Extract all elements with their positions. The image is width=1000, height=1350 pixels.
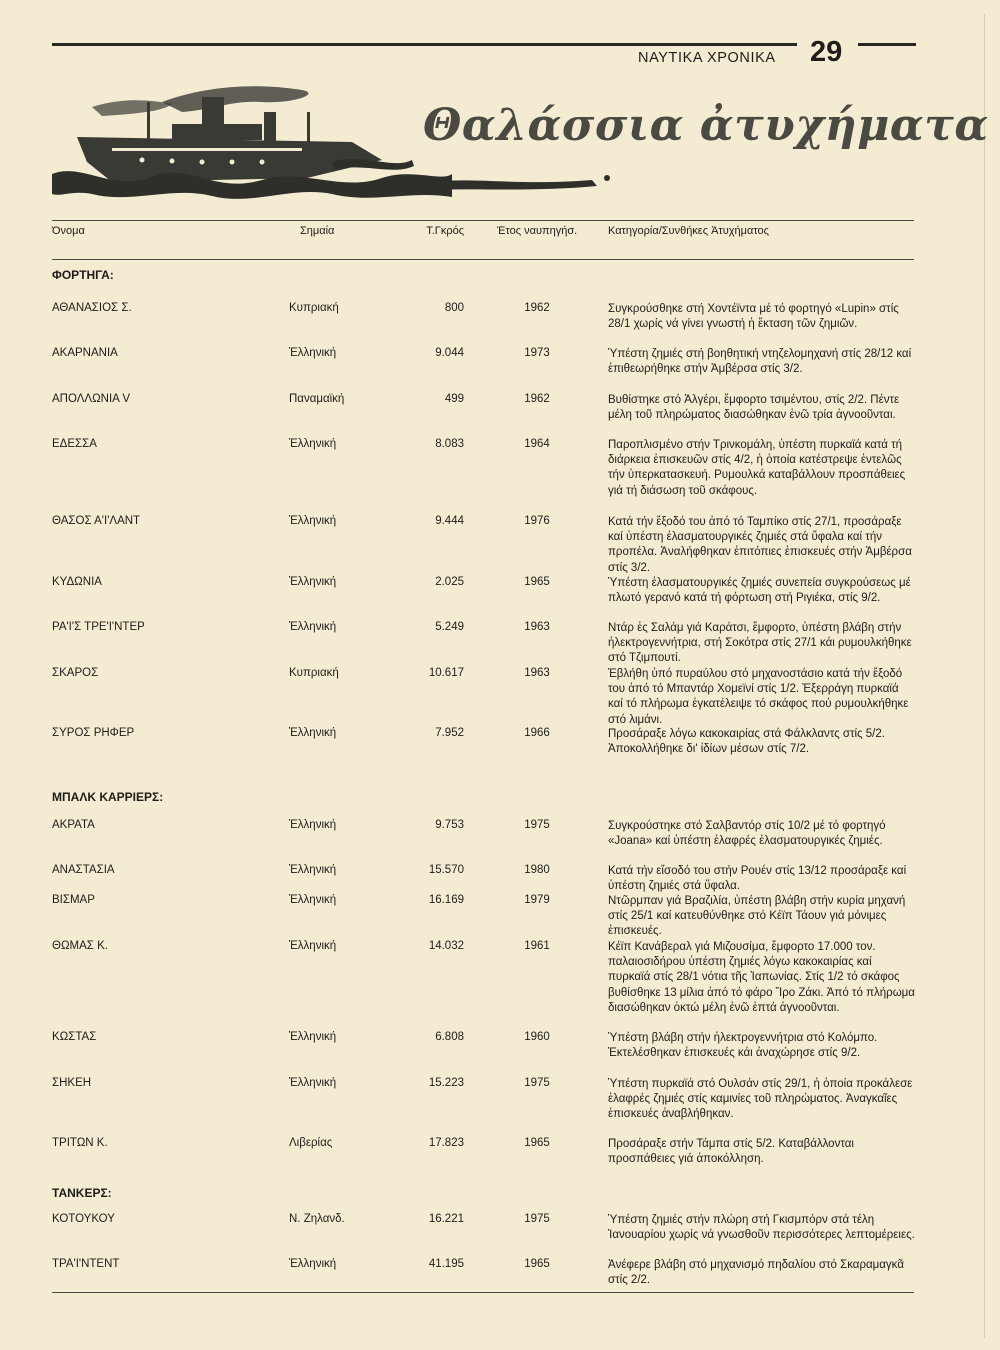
table-bottom-rule: [52, 1292, 914, 1293]
ship-name: ΑΚΑΡΝΑΝΙΑ: [52, 347, 118, 359]
ship-name: ΤΡΑ'Ι'ΝΤΕΝΤ: [52, 1258, 120, 1270]
ship-flag: Ἑλληνική: [289, 621, 337, 633]
ship-name: ΕΔΕΣΣΑ: [52, 438, 97, 450]
accident-description: Ὑπέστη ἐλασματουργικές ζημιές συνεπεία συγκρούσεως μέ πλωτό γερανό κατά τή φόρτωση στή Ριγιέκα, στίς 9/2.: [608, 577, 911, 605]
header-rule-left: [52, 43, 797, 46]
page-number: 29: [810, 36, 843, 68]
accident-description: Ἀνέφερε βλάβη στό μηχανισμό πηδαλίου στό Σκαραμαγκᾶ στίς 2/2.: [608, 1259, 905, 1287]
ship-year: 1965: [524, 1137, 550, 1149]
ship-name: ΑΝΑΣΤΑΣΙΑ: [52, 864, 115, 876]
ship-flag: Ἑλληνική: [289, 727, 337, 739]
ship-grt: 16.221: [428, 1213, 464, 1225]
ship-flag: Ἑλληνική: [289, 347, 337, 359]
ship-name: ΑΘΑΝΑΣΙΟΣ Σ.: [52, 302, 132, 314]
ship-grt: 41.195: [428, 1258, 464, 1270]
accident-description: Βυθίστηκε στό Ἀλγέρι, ἔμφορτο τσιμέντου, στίς 2/2. Πέντε μέλη τοῦ πληρώματος διασώθηκαν ἐνῶ τρία ἀγνοοῦνται.: [608, 394, 900, 422]
accident-description: Κατά τήν ἔξοδό του ἀπό τό Ταμπίκο στίς 27/1, προσάραξε καί ὑπέστη ἐλασματουργικές ζημιές στά ὕφαλα καί τήν προπέλα. Ἀναλήφθηκαν ἐπιτόπιες ἐπισκευές στήν Ἀμβέρσα στίς 3/2.: [608, 516, 912, 574]
accident-description: Ὑπέστη βλάβη στήν ἠλεκτρογεννήτρια στό Κολόμπο. Ἐκτελέσθηκαν ἐπισκευές κάι ἀναχώρησε στίς 9/2.: [608, 1032, 878, 1060]
ship-name: ΣΥΡΟΣ ΡΗΦΕΡ: [52, 727, 135, 739]
accident-description: Κατά τήν εἴσοδό του στήν Ρουέν στίς 13/12 προσάραξε καί ὑπέστη ζημιές στά ὕφαλα.: [608, 865, 907, 893]
ship-year: 1965: [524, 576, 550, 588]
ship-name: ΡΑ'Ι'Σ ΤΡΕ'Ι'ΝΤΕΡ: [52, 621, 145, 633]
accident-description: Προσάραξε στήν Τάμπα στίς 5/2. Καταβάλλονται προσπάθειες γιά ἀποκόλληση.: [608, 1138, 854, 1166]
ship-grt: 9.444: [435, 515, 464, 527]
ship-flag: Κυπριακή: [289, 667, 339, 679]
table-header-rule-bottom: [52, 259, 914, 260]
ship-name: ΑΚΡΑΤΑ: [52, 819, 95, 831]
ship-year: 1963: [524, 667, 550, 679]
accident-description: Ντάρ ἐς Σαλάμ γιά Καράτσι, ἔμφορτο, ὑπέστη βλάβη στήν ἠλεκτρογεννήτρια, στή Σοκότρα στίς 27/1 κάι ρυμουλκήθηκε στό Τζιμπουτί.: [608, 622, 912, 665]
ship-grt: 8.083: [435, 438, 464, 450]
ship-flag: Ἑλληνική: [289, 438, 337, 450]
category-label-bulk-carriers: ΜΠΑΛΚ ΚΑΡΡΙΕΡΣ:: [52, 790, 164, 804]
ship-name: ΣΚΑΡΟΣ: [52, 667, 99, 679]
ship-year: 1980: [524, 864, 550, 876]
ship-flag: Ἑλληνική: [289, 940, 337, 952]
ship-grt: 17.823: [428, 1137, 464, 1149]
ship-year: 1962: [524, 393, 550, 405]
ship-name: ΤΡΙΤΩΝ Κ.: [52, 1137, 108, 1149]
ship-grt: 15.570: [428, 864, 464, 876]
ship-year: 1964: [524, 438, 550, 450]
ship-flag: Λιβερίας: [289, 1137, 333, 1149]
accident-description: Συγκρούσθηκε στή Χοντέϊντα μέ τό φορτηγό «Lupin» στίς 28/1 χωρίς νά γίνει γνωστή ἡ ἔκταση τῶν ζημιῶν.: [608, 303, 899, 331]
ship-flag: Κυπριακή: [289, 302, 339, 314]
ship-grt: 7.952: [435, 727, 464, 739]
ship-flag: Ἑλληνική: [289, 576, 337, 588]
ship-name: ΘΑΣΟΣ Α'Ι'ΛΑΝΤ: [52, 515, 141, 527]
ship-name: ΣΗΚΕΗ: [52, 1077, 92, 1089]
ship-grt: 9.753: [435, 819, 464, 831]
ship-name: ΘΩΜΑΣ Κ.: [52, 940, 108, 952]
ship-name: ΚΩΣΤΑΣ: [52, 1031, 97, 1043]
ship-grt: 800: [444, 302, 464, 314]
ship-grt: 2.025: [435, 576, 464, 588]
header-rule-right: [858, 43, 916, 46]
ship-year: 1966: [524, 727, 550, 739]
ship-grt: 10.617: [428, 667, 464, 679]
accident-description: Ὑπέστη ζημιές στήν πλώρη στή Γκισμπόρν στά τέλη Ἰανουαρίου χωρίς νά γνωσθοῦν περισσότερες λεπτομέρειες.: [608, 1214, 915, 1242]
column-header-grt: Τ.Γκρός: [426, 225, 464, 237]
column-header-category: Κατηγορία/Συνθήκες Ἀτυχήματος: [608, 225, 769, 237]
accident-description: Προσάραξε λόγω κακοκαιρίας στά Φάλκλαντς στίς 5/2. Ἀποκολλήθηκε δι' ἰδίων μέσων στίς 7/2.: [608, 728, 885, 756]
ship-year: 1962: [524, 302, 550, 314]
ship-flag: Ν. Ζηλανδ.: [289, 1213, 345, 1225]
ship-grt: 14.032: [428, 940, 464, 952]
ship-name: ΚΟΤΟΥΚΟΥ: [52, 1213, 115, 1225]
accident-description: Ὑπέστη ζημιές στή βοηθητική ντηζελομηχανή στίς 28/12 καί ἐπιθεωρήθηκε στήν Ἀμβέρσα στίς 3/2.: [608, 348, 912, 376]
ship-name: ΚΥΔΩΝΙΑ: [52, 576, 102, 588]
ship-year: 1975: [524, 1213, 550, 1225]
ship-grt: 9.044: [435, 347, 464, 359]
ship-year: 1975: [524, 819, 550, 831]
ship-grt: 499: [444, 393, 464, 405]
ship-name: ΒΙΣΜΑΡ: [52, 894, 95, 906]
column-header-flag: Σημαία: [300, 225, 335, 237]
ship-year: 1979: [524, 894, 550, 906]
running-head: ΝΑΥΤΙΚΑ ΧΡΟΝΙΚΑ: [638, 50, 776, 66]
ship-year: 1963: [524, 621, 550, 633]
ship-name: ΑΠΟΛΛΩΝΙΑ V: [52, 393, 131, 405]
ship-year: 1976: [524, 515, 550, 527]
ship-grt: 6.808: [435, 1031, 464, 1043]
accident-description: Ὑπέστη πυρκαϊά στό Ουλσάν στίς 29/1, ἡ ὁποία προκάλεσε ἐλαφρές ζημιές στίς καμινίες τοῦ πληρώματος. Ἀναγκαῖες ἐπισκευές ἀναβλήθηκαν.: [608, 1078, 913, 1121]
column-header-year: Έτος ναυπηγήσ.: [496, 225, 578, 237]
ship-flag: Ἑλληνική: [289, 1077, 337, 1089]
ship-flag: Ἑλληνική: [289, 864, 337, 876]
ship-flag: Ἑλληνική: [289, 894, 337, 906]
accident-description: Κέϊπ Κανάβεραλ γιά Μιζουσίμα, ἔμφορτο 17.000 τον. παλαιοσιδήρου ὑπέστη ζημιές λόγω κακοκαιρίας καί πυρκαϊά στίς 28/1 νότια τῆς Ἰαπωνίας. Στίς 1/2 τό σκάφος βυθίσθηκε 13 μίλια ἀπό τό φάρο Ἴρο Ζάκι. Ἀπό τό πλήρωμα διασώθηκαν ὀκτώ μέλη ἐνῶ ἑπτά ἀγνοοῦνται.: [608, 941, 915, 1014]
ship-grt: 5.249: [435, 621, 464, 633]
ship-year: 1961: [524, 940, 550, 952]
ship-flag: Ἑλληνική: [289, 1031, 337, 1043]
ship-flag: Ἑλληνική: [289, 1258, 337, 1270]
ship-year: 1960: [524, 1031, 550, 1043]
ship-grt: 15.223: [428, 1077, 464, 1089]
ship-grt: 16.169: [428, 894, 464, 906]
ship-year: 1975: [524, 1077, 550, 1089]
table-header-rule-top: [52, 220, 914, 221]
category-label-cargo: ΦΟΡΤΗΓΑ:: [52, 268, 114, 282]
ship-year: 1973: [524, 347, 550, 359]
section-title: Θαλάσσια ἀτυχήματα: [423, 100, 989, 151]
ship-flag: Παναμαϊκή: [289, 393, 345, 405]
column-header-name: Όνομα: [52, 225, 85, 237]
accident-description: Συγκρούστηκε στό Σαλβαντόρ στίς 10/2 μέ τό φορτηγό «Joana» καί ὑπέστη ἐλαφρές ἐλασματουργικές ζημιές.: [608, 820, 886, 848]
accident-description: Ντῶρμπαν γιά Βραζιλία, ὑπέστη βλάβη στήν κυρία μηχανή στίς 25/1 καί κατευθύνθηκε στό Κέϊπ Τάουν γιά μόνιμες ἐπισκευές.: [608, 895, 906, 938]
accident-description: Ἐβλήθη ὑπό πυραύλου στό μηχανοστάσιο κατά τήν ἔξοδό του ἀπό τό Μπαντάρ Χομεϊνί στίς 1/2. Ἐξερράγη πυρκαϊά καί τό πλήρωμα ἐγκατέλειψε τό σκάφος πού ρυμουλκήθηκε στό λιμάνι.: [608, 668, 909, 726]
category-label-tankers: ΤΑΝΚΕΡΣ:: [52, 1186, 112, 1200]
accident-description: Παροπλισμένο στήν Τρινκομάλη, ὑπέστη πυρκαϊά κατά τή διάρκεια ἐπισκευῶν στίς 4/2, ἡ ὁποία κατέστρεψε ἐντελῶς τήν ὑπερκατασκευή. Ρυμουλκά καταβάλλουν προσπάθειες γιά τή διάσωση τοῦ σκάφους.: [608, 439, 906, 497]
ship-year: 1965: [524, 1258, 550, 1270]
ship-flag: Ἑλληνική: [289, 819, 337, 831]
ship-flag: Ἑλληνική: [289, 515, 337, 527]
